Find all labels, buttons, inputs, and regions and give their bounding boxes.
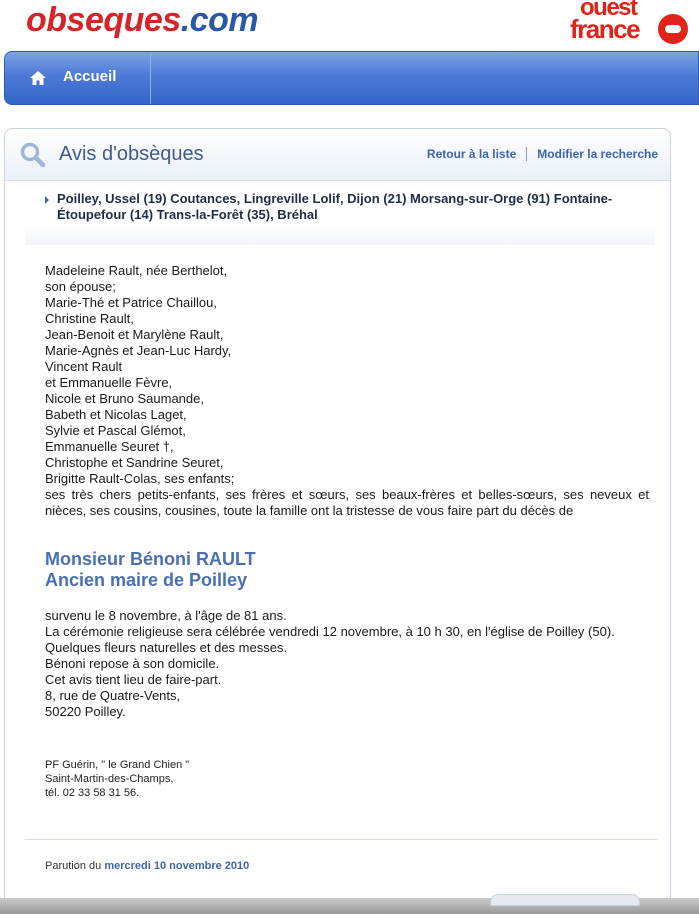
- home-icon: [29, 70, 47, 86]
- obituary-card: [4, 128, 671, 914]
- family-line: son épouse;: [45, 279, 116, 294]
- funeral-line: PF Guérin, " le Grand Chien ": [45, 759, 190, 771]
- family-line: Christine Rault,: [45, 311, 134, 326]
- detail-line: survenu le 8 novembre, à l'âge de 81 ans.: [45, 608, 287, 623]
- deceased-heading: [45, 549, 256, 591]
- family-line: Brigitte Rault-Colas, ses enfants;: [45, 471, 235, 486]
- family-line: Nicole et Bruno Saumande,: [45, 391, 204, 406]
- bottom-tab[interactable]: [490, 894, 640, 906]
- site-header: [0, 0, 699, 50]
- funeral-home-info: [45, 758, 189, 800]
- link-separator: [526, 147, 527, 161]
- parution-date: mercredi 10 novembre 2010: [104, 860, 250, 872]
- obseques-logo[interactable]: [26, 0, 258, 40]
- family-line: Marie-Thé et Patrice Chaillou,: [45, 295, 217, 310]
- logo-france-text: france: [570, 14, 640, 44]
- header-links: [427, 147, 658, 161]
- card-header: [5, 129, 670, 181]
- main-nav: [4, 51, 699, 105]
- arrow-right-icon: [45, 196, 49, 204]
- page-title: Avis d'obsèques: [59, 143, 204, 165]
- ceremony-details: [45, 608, 649, 720]
- family-line: Jean-Benoit et Marylène Rault,: [45, 327, 224, 342]
- ouest-france-logo[interactable]: [570, 0, 696, 44]
- logo-emblem-icon: [658, 14, 688, 44]
- detail-line: Bénoni repose à son domicile.: [45, 656, 220, 671]
- search-icon: [19, 141, 47, 169]
- logo-text-main: obseques: [26, 1, 181, 39]
- detail-line: 8, rue de Quatre-Vents,: [45, 688, 181, 703]
- location-list: [25, 187, 655, 245]
- parution-label: Parution du: [45, 860, 102, 872]
- divider: [25, 839, 658, 840]
- family-line: et Emmanuelle Fèvre,: [45, 375, 173, 390]
- modify-search-link[interactable]: Modifier la recherche: [537, 147, 658, 161]
- deceased-name: Monsieur Bénoni RAULT: [45, 549, 256, 569]
- family-announcement: [45, 263, 649, 519]
- nav-home-label: Accueil: [63, 67, 117, 85]
- family-line: Christophe et Sandrine Seuret,: [45, 455, 224, 470]
- family-paragraph: ses très chers petits-enfants, ses frères et sœurs, ses beaux-frères et belles-sœurs, ses neveux et nièces, ses cousins, cousines, toute la famille ont la tristesse de vous faire part du décès de: [45, 487, 649, 518]
- detail-line: La cérémonie religieuse sera célébrée vendredi 12 novembre, à 10 h 30, en l'église de Poilley (50).: [45, 624, 615, 639]
- family-line: Emmanuelle Seuret †,: [45, 439, 174, 454]
- deceased-title: Ancien maire de Poilley: [45, 570, 248, 590]
- nav-home-link[interactable]: [5, 52, 151, 104]
- logo-text-domain: .com: [180, 1, 259, 39]
- back-to-list-link[interactable]: Retour à la liste: [426, 147, 517, 161]
- location-text: Poilley, Ussel (19) Coutances, Lingreville Lolif, Dijon (21) Morsang-sur-Orge (91) Fontaine-Étoupefour (14) Trans-la-Forêt (35), Bréhal: [57, 191, 613, 222]
- logo-ouest-text: ouest: [580, 0, 637, 21]
- family-line: Marie-Agnès et Jean-Luc Hardy,: [45, 343, 232, 358]
- family-line: Sylvie et Pascal Glémot,: [45, 423, 186, 438]
- detail-line: 50220 Poilley.: [45, 704, 126, 719]
- family-line: Madeleine Rault, née Berthelot,: [45, 263, 228, 278]
- publication-date: [45, 860, 249, 872]
- family-line: Vincent Rault: [45, 359, 123, 374]
- detail-line: Cet avis tient lieu de faire-part.: [45, 672, 222, 687]
- detail-line: Quelques fleurs naturelles et des messes.: [45, 640, 288, 655]
- funeral-line: tél. 02 33 58 31 56.: [45, 787, 140, 799]
- family-line: Babeth et Nicolas Laget,: [45, 407, 187, 422]
- funeral-line: Saint-Martin-des-Champs,: [45, 773, 174, 785]
